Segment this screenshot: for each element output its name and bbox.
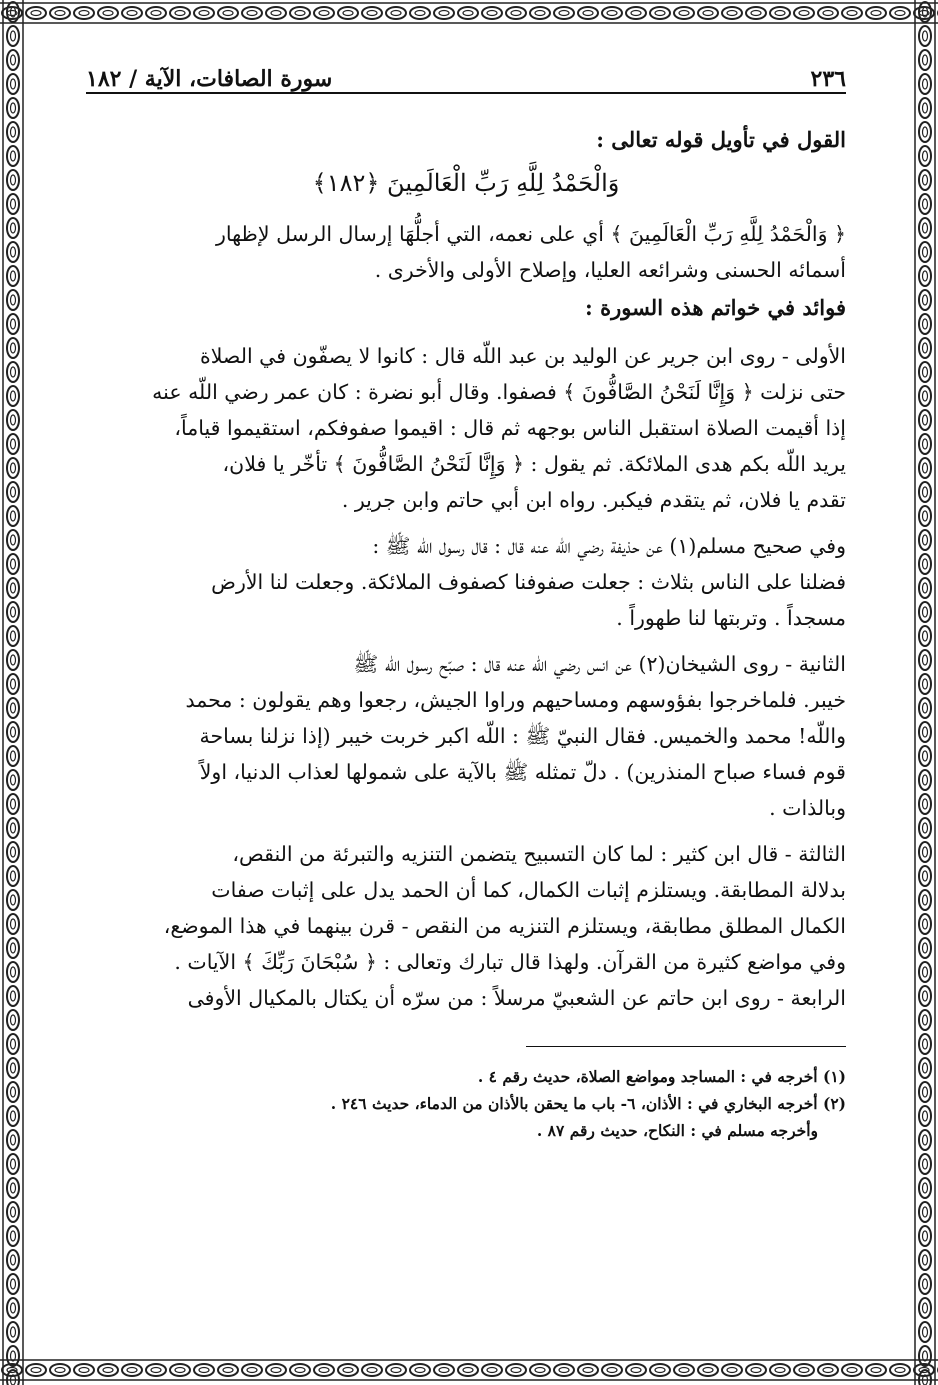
section-heading-fawaid: فوائد في خواتم هذه السورة : (585, 295, 846, 320)
paragraph-line: إذا أقيمت الصلاة استقبل الناس بوجهه ثم قال : اقيموا صفوفكم، استقيموا قياماً، (174, 416, 846, 440)
page-number: ٢٣٦ (810, 66, 846, 92)
paragraph-line: يريد اللّه بكم هدى الملائكة. ثم يقول : ﴿ وَإِنَّا لَنَحْنُ الصَّافُّونَ ﴾ تأخّر يا فلان، (222, 452, 846, 476)
paragraph-line: أسمائه الحسنى وشرائعه العليا، وإصلاح الأولى والأخرى . (374, 258, 846, 282)
paragraph-line: الرابعة - روى ابن حاتم عن الشعبيّ مرسلاً : من سرّه أن يكتال بالمكيال الأوفى (187, 986, 846, 1010)
footnote-divider (526, 1046, 846, 1047)
paragraph-line: بدلالة المطابقة. ويستلزم إثبات الكمال، كما أن الحمد يدل على إثبات صفات (211, 878, 846, 902)
page-content (86, 50, 846, 1144)
decorative-border-left (0, 0, 26, 1385)
footnote-2: (٢) أخرجه البخاري في : الأذان، ٦- باب ما يحقن بالأذان من الدماء، حديث ٢٤٦ . (330, 1094, 846, 1113)
paragraph-line: فضلنا على الناس بثلاث : جعلت صفوفنا كصفوف الملائكة. وجعلت لنا الأرض (211, 570, 846, 594)
paragraph-line: الثالثة - قال ابن كثير : لما كان التسبيح يتضمن التنزيه والتبرئة من النقص، (232, 842, 846, 866)
paragraph-line: قوم فساء صباح المنذرين) . دلّ تمثله ﷺ بالآية على شمولها لعذاب الدنيا، اولاً (199, 760, 846, 784)
footnote-1: (١) أخرجه في : المساجد ومواضع الصلاة، حديث رقم ٤ . (477, 1067, 846, 1086)
paragraph-line: مسجداً . وتربتها لنا طهوراً . (616, 606, 846, 630)
paragraph-line: خيبر. فلماخرجوا بفؤوسهم ومساحيهم وراوا الجيش، رجعوا وهم يقولون : محمد (185, 688, 846, 712)
running-title: سورة الصافات، الآية / ١٨٢ (86, 66, 333, 92)
decorative-border-bottom (0, 1357, 938, 1383)
paragraph-line: ﴿ وَالْحَمْدُ لِلَّهِ رَبِّ الْعَالَمِينَ ﴾ أي على نعمه، التي أجلُّهَا إرسال الرسل لإظهار (215, 222, 846, 246)
quran-verse: وَالْحَمْدُ لِلَّهِ رَبِّ الْعَالَمِينَ ﴿١٨٢﴾ (312, 169, 620, 197)
paragraph-line: الثانية - روى الشيخان(٢) عن انس رضي اللّه عنه قال : صبّح رسول اللّه ﷺ (353, 652, 846, 676)
paragraph-line: وفي صحيح مسلم(١) عن حذيفة رضي اللّه عنه قال : قال رسول اللّه ﷺ : (372, 534, 846, 558)
paragraph-line: وفي مواضع كثيرة من القرآن. ولهذا قال تبارك وتعالى : ﴿ سُبْحَانَ رَبِّكَ ﴾ الآيات . (174, 950, 846, 974)
paragraph-line: الأولى - روى ابن جرير عن الوليد بن عبد اللّه قال : كانوا لا يصفّون في الصلاة (199, 344, 846, 368)
footnote-2-continuation: وأخرجه مسلم في : النكاح، حديث رقم ٨٧ . (536, 1121, 818, 1140)
running-header (86, 50, 846, 94)
decorative-border-right (912, 0, 938, 1385)
paragraph-line: حتى نزلت ﴿ وَإِنَّا لَنَحْنُ الصَّافُّونَ ﴾ فصفوا. وقال أبو نضرة : كان عمر رضي اللّه عنه (152, 380, 846, 404)
paragraph-line: تقدم يا فلان، ثم يتقدم فيكبر. رواه ابن أبي حاتم وابن جرير . (341, 488, 846, 512)
section-heading-tafsir: القول في تأويل قوله تعالى : (596, 127, 846, 152)
paragraph-line: وبالذات . (769, 796, 846, 820)
paragraph-line: واللّه! محمد والخميس. فقال النبيّ ﷺ : اللّه اكبر خربت خيبر (إذا نزلنا بساحة (199, 724, 846, 748)
decorative-border-top (0, 0, 938, 26)
paragraph-line: الكمال المطلق مطابقة، ويستلزم التنزيه من النقص - قرن بينهما في هذا الموضع، (163, 914, 846, 938)
